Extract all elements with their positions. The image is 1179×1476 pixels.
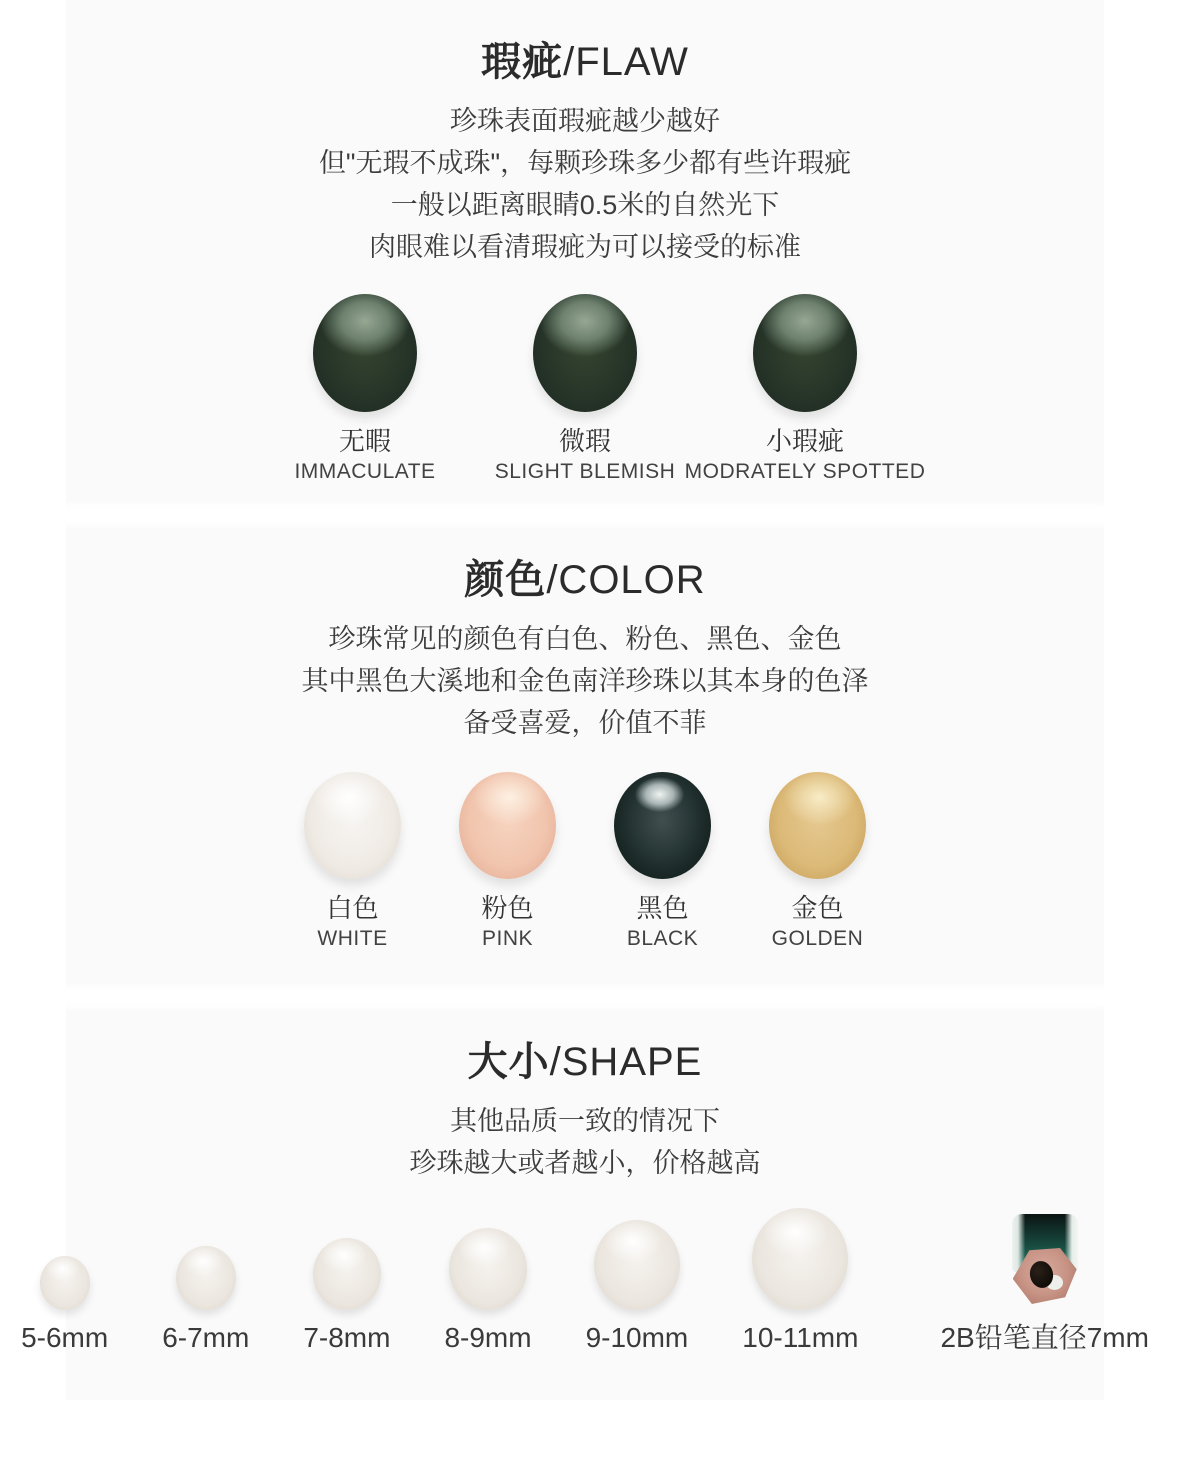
size-item-pencil-reference (940, 1212, 1148, 1354)
size-label: 5-6mm (21, 1322, 109, 1353)
size-label: 9-10mm (585, 1322, 689, 1353)
size-label: 7-8mm (303, 1322, 391, 1353)
small-pearl-image (176, 1246, 236, 1310)
color-label-en: GOLDEN (771, 927, 864, 950)
size-items-row (21, 1214, 1149, 1354)
color-line-1: 珍珠常见的颜色有白色、粉色、黑色、金色 (328, 624, 842, 654)
color-item-golden (743, 772, 893, 951)
flaw-line-4: 肉眼难以看清瑕疵为可以接受的标准 (369, 232, 801, 262)
flaw-label-zh: 微瑕 (558, 426, 611, 456)
pencil-cross-section-image (1012, 1212, 1078, 1310)
flaw-title-zh: 瑕疵 (481, 40, 564, 84)
size-paragraph (66, 1100, 1104, 1184)
small-pearl-image (594, 1220, 680, 1310)
small-pearl-image (40, 1256, 90, 1310)
color-label-zh: 金色 (791, 893, 844, 923)
small-pearl-image (752, 1208, 848, 1310)
small-pearl-image (313, 1238, 381, 1310)
flaw-line-3: 一般以距离眼睛0.5米的自然光下 (390, 190, 780, 220)
size-label: 6-7mm (162, 1322, 250, 1353)
color-label-zh: 黑色 (636, 893, 689, 923)
size-item-7-8mm (303, 1238, 390, 1354)
size-section-title (66, 1040, 1104, 1084)
size-item-9-10mm (586, 1220, 689, 1354)
color-label-zh: 粉色 (481, 893, 534, 923)
size-item-6-7mm (162, 1246, 249, 1354)
size-label: 2B铅笔直径7mm (940, 1322, 1149, 1353)
flaw-item-moderately-spotted (684, 294, 926, 484)
size-label: 8-9mm (444, 1322, 532, 1353)
section-color (66, 522, 1104, 990)
section-flaw (66, 0, 1104, 508)
tahitian-pearl-image (533, 294, 637, 412)
size-item-5-6mm (21, 1256, 108, 1354)
size-line-1: 其他品质一致的情况下 (450, 1106, 720, 1136)
size-title-zh: 大小 (467, 1040, 550, 1084)
section-divider (66, 990, 1104, 1004)
white-pearl-image (304, 772, 401, 879)
flaw-label-en: IMMACULATE (294, 460, 436, 483)
flaw-items-row (66, 294, 1104, 484)
color-item-white (278, 772, 428, 951)
flaw-label-en: SLIGHT BLEMISH (494, 460, 676, 483)
flaw-label-zh: 无暇 (338, 426, 391, 456)
color-section-title (66, 558, 1104, 602)
flaw-line-1: 珍珠表面瑕疵越少越好 (450, 106, 720, 136)
flaw-item-slight-blemish (485, 294, 685, 484)
flaw-label-en: MODRATELY SPOTTED (684, 460, 926, 483)
color-item-black (588, 772, 738, 951)
tahitian-pearl-image (313, 294, 417, 412)
flaw-section-title (66, 40, 1104, 84)
section-size (21, 1004, 1149, 1400)
size-label: 10-11mm (742, 1322, 859, 1353)
color-label-en: WHITE (317, 927, 388, 950)
size-item-8-9mm (444, 1228, 531, 1354)
pink-pearl-image (459, 772, 556, 879)
size-line-2: 珍珠越大或者越小，价格越高 (409, 1148, 761, 1178)
golden-pearl-image (769, 772, 866, 879)
color-items-row (66, 772, 1104, 951)
tahitian-pearl-image (753, 294, 857, 412)
color-line-2: 其中黑色大溪地和金色南洋珍珠以其本身的色泽 (301, 666, 869, 696)
color-title-en: /COLOR (546, 558, 706, 602)
flaw-paragraph (66, 100, 1104, 268)
section-divider (66, 508, 1104, 522)
flaw-label-zh: 小瑕疵 (765, 426, 844, 456)
color-line-3: 备受喜爱，价值不菲 (463, 708, 707, 738)
flaw-item-immaculate (265, 294, 465, 484)
color-label-en: BLACK (626, 927, 699, 950)
color-title-zh: 颜色 (464, 558, 547, 602)
color-label-zh: 白色 (326, 893, 379, 923)
color-paragraph (66, 618, 1104, 744)
size-item-10-11mm (742, 1208, 858, 1354)
flaw-line-2: 但"无瑕不成珠"，每颗珍珠多少都有些许瑕疵 (318, 148, 852, 178)
content-panel (21, 0, 1149, 1400)
small-pearl-image (449, 1228, 527, 1310)
flaw-title-en: /FLAW (563, 40, 689, 84)
black-pearl-image (614, 772, 711, 879)
color-label-en: PINK (481, 927, 533, 950)
size-title-en: /SHAPE (549, 1040, 703, 1084)
color-item-pink (433, 772, 583, 951)
